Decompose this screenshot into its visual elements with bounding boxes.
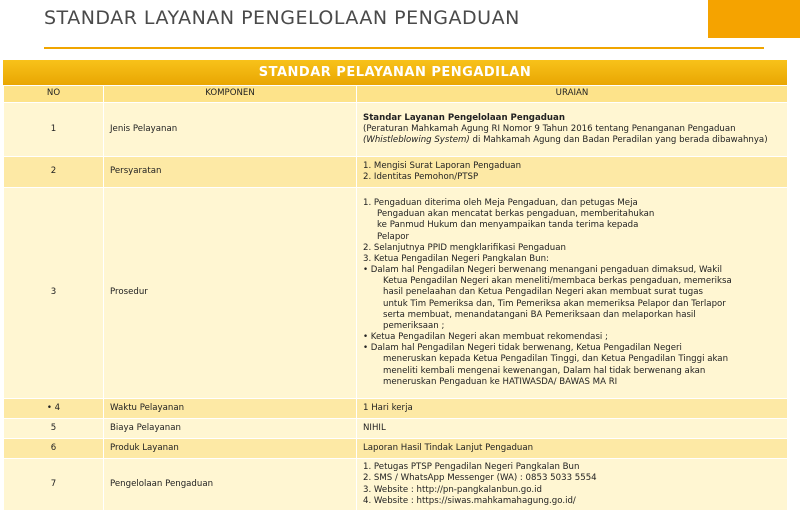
table-banner: STANDAR PELAYANAN PENGADILAN [3,60,787,85]
list-item: 2. Identitas Pemohon/PTSP [363,172,479,182]
list-item: meneliti kembali mengenai kewenangan, Dalam hal tidak berwenang akan [383,365,706,376]
row-komponen: Jenis Pelayanan [104,103,357,157]
list-item: untuk Tim Pemeriksa dan, Tim Pemeriksa akan memeriksa Pelapor dan Terlapor [383,298,726,309]
title-divider [44,47,764,49]
list-item: • Dalam hal Pengadilan Negeri tidak berwenang, Ketua Pengadilan Negeri [363,343,682,354]
table-row [4,157,788,188]
table-row [4,103,788,157]
list-item: 1. Petugas PTSP Pengadilan Negeri Pangkalan Bun [363,462,580,473]
table-row [4,188,788,399]
row-komponen: Biaya Pelayanan [104,419,357,439]
list-item: 1. Mengisi Surat Laporan Pengaduan [363,160,522,171]
row-uraian: NIHIL [357,419,788,439]
list-item: hasil penelaahan dan Ketua Pengadilan Negeri akan membuat surat tugas [383,287,703,298]
row-no: 3 [4,188,104,399]
row-komponen: Persyaratan [104,157,357,188]
table-row [4,439,788,459]
uraian-text-italic: (Whistleblowing System) [363,135,470,146]
list-item: ke Panmud Hukum dan menyampaikan tanda terima kepada [377,220,639,231]
list-item: Pengaduan akan mencatat berkas pengaduan, memberitahukan [377,209,655,220]
row-no: • 4 [4,399,104,419]
list-item: 2. Selanjutnya PPID mengklarifikasi Pengaduan [363,242,566,253]
row-komponen: Prosedur [104,188,357,399]
list-item: • Dalam hal Pengadilan Negeri berwenang menangani pengaduan dimaksud, Wakil [363,265,722,276]
uraian-text-a: (Peraturan Mahkamah Agung RI Nomor 9 Tahun 2016 tentang Penanganan Pengaduan [363,123,736,134]
list-item: Pelapor [377,231,410,242]
row-komponen: Produk Layanan [104,439,357,459]
table-row [4,459,788,511]
table-row [4,399,788,419]
table-row [4,419,788,439]
row-no: 5 [4,419,104,439]
row-no: 6 [4,439,104,459]
row-uraian [357,157,788,188]
row-uraian: 1 Hari kerja [357,399,788,419]
list-item: pemeriksaan ; [383,320,445,331]
list-item: meneruskan Pengaduan ke HATIWASDA/ BAWAS MA RI [383,376,618,387]
row-uraian [357,188,788,399]
list-item: 4. Website : https://siwas.mahkamahagung.go.id/ [363,495,576,506]
list-item: 1. Pengaduan diterima oleh Meja Pengaduan, dan petugas Meja [363,198,638,209]
uraian-title: Standar Layanan Pengelolaan Pengaduan [363,112,565,123]
list-item: serta membuat, menandatangani BA Pemeriksaan dan melaporkan hasil [383,309,696,320]
row-uraian [357,459,788,511]
list-item: 3. Website : http://pn-pangkalanbun.go.id [363,484,542,495]
header-no: NO [4,86,104,103]
row-no: 7 [4,459,104,511]
list-item: • Ketua Pengadilan Negeri akan membuat rekomendasi ; [363,332,608,343]
page-title: STANDAR LAYANAN PENGELOLAAN PENGADUAN [44,7,520,29]
row-komponen: Pengelolaan Pengaduan [104,459,357,511]
uraian-text [363,124,781,146]
list-item: 2. SMS / WhatsApp Messenger (WA) : 0853 5033 5554 [363,473,597,484]
list-item: meneruskan kepada Ketua Pengadilan Tinggi, dan Ketua Pengadilan Tinggi akan [383,354,729,365]
row-uraian [357,103,788,157]
header-uraian: URAIAN [357,86,788,103]
table-header-row [4,86,788,103]
row-komponen: Waktu Pelayanan [104,399,357,419]
row-uraian: Laporan Hasil Tindak Lanjut Pengaduan [357,439,788,459]
corner-accent [708,0,800,38]
row-no: 1 [4,103,104,157]
service-standard-table [3,60,787,524]
list-item: Ketua Pengadilan Negeri akan meneliti/membaca berkas pengaduan, memeriksa [383,276,732,287]
header-komponen: KOMPONEN [104,86,357,103]
row-no: 2 [4,157,104,188]
uraian-text-b: di Mahkamah Agung dan Badan Peradilan yang berada dibawahnya) [469,135,768,146]
list-item: 3. Ketua Pengadilan Negeri Pangkalan Bun: [363,253,549,264]
